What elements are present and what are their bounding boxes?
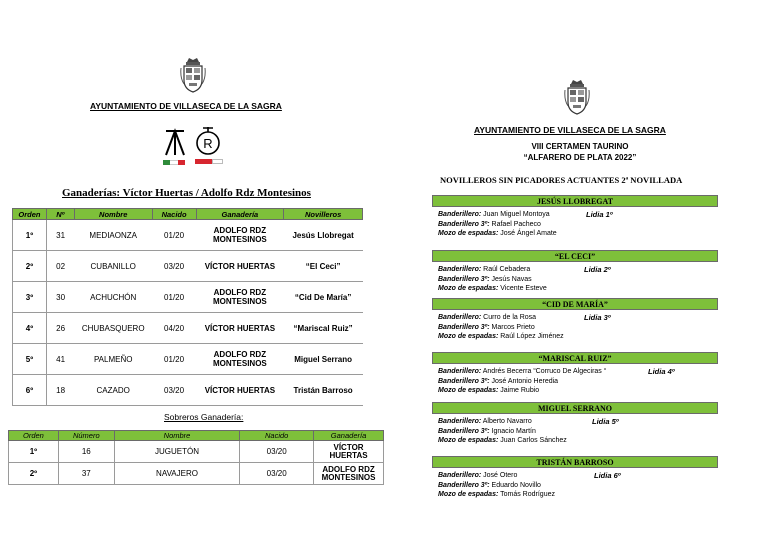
novillero-name-bar: “EL CECI” bbox=[432, 250, 718, 262]
sobreros-title: Sobreros Ganadería: bbox=[164, 412, 244, 422]
line-label: Banderillero: bbox=[438, 368, 482, 375]
line-value: José Otero bbox=[483, 472, 518, 479]
row-nacido: 03/20 bbox=[152, 251, 196, 282]
line-value: Vicente Esteve bbox=[500, 285, 547, 292]
sob-numero: 16 bbox=[58, 441, 114, 463]
row-numero: 41 bbox=[46, 344, 74, 375]
header-nacido: Nacido bbox=[152, 209, 196, 220]
brand-r-letter: R bbox=[203, 136, 213, 151]
row-nacido: 01/20 bbox=[152, 220, 196, 251]
lidia-table-header bbox=[13, 209, 363, 220]
table-row bbox=[13, 251, 363, 282]
line-value: Juan Carlos Sánchez bbox=[500, 437, 567, 444]
row-numero: 18 bbox=[46, 375, 74, 406]
banderillero3-line bbox=[438, 276, 532, 283]
header-ganaderia: Ganadería bbox=[196, 209, 284, 220]
table-row bbox=[13, 313, 363, 344]
ganaderia-brand-r-icon bbox=[193, 125, 223, 157]
table-row bbox=[13, 375, 363, 406]
row-novillero: “Cid De María” bbox=[284, 282, 363, 313]
line-label: Mozo de espadas: bbox=[438, 437, 499, 444]
banderillero-line bbox=[438, 472, 517, 479]
row-ganaderia: ADOLFO RDZ MONTESINOS bbox=[196, 282, 284, 313]
row-ganaderia: ADOLFO RDZ MONTESINOS bbox=[196, 344, 284, 375]
line-label: Banderillero 3º: bbox=[438, 377, 490, 385]
row-ganaderia: VÍCTOR HUERTAS bbox=[196, 251, 284, 282]
sob-nacido: 03/20 bbox=[240, 441, 314, 463]
row-orden: 6º bbox=[13, 375, 47, 406]
lidia-label: Lidia 3º bbox=[584, 313, 611, 322]
header-numero: Nº bbox=[46, 209, 74, 220]
line-value: José Antonio Heredia bbox=[491, 377, 559, 385]
banderillero-line bbox=[438, 211, 550, 218]
line-label: Banderillero 3º: bbox=[438, 275, 490, 283]
banderillero3-line bbox=[438, 324, 535, 331]
lidia-label: Lidia 6º bbox=[594, 471, 621, 480]
line-label: Banderillero: bbox=[438, 472, 482, 479]
mozo-line bbox=[438, 437, 567, 444]
row-orden: 2º bbox=[13, 251, 47, 282]
sob-numero: 37 bbox=[58, 463, 114, 485]
line-label: Mozo de espadas: bbox=[438, 387, 499, 394]
row-nacido: 01/20 bbox=[152, 282, 196, 313]
certamen-subtitle: “ALFARERO DE PLATA 2022” bbox=[523, 153, 637, 162]
table-row bbox=[9, 463, 384, 485]
line-value: Alberto Navarro bbox=[482, 418, 532, 425]
table-row bbox=[13, 220, 363, 251]
sobreros-table bbox=[8, 430, 384, 485]
row-ganaderia: ADOLFO RDZ MONTESINOS bbox=[196, 220, 284, 251]
line-value: Juan Miguel Montoya bbox=[483, 211, 550, 218]
row-orden: 4º bbox=[13, 313, 47, 344]
italy-flag-icon bbox=[163, 160, 185, 165]
row-nacido: 01/20 bbox=[152, 344, 196, 375]
row-nombre: CHUBASQUERO bbox=[74, 313, 152, 344]
row-ganaderia: VÍCTOR HUERTAS bbox=[196, 313, 284, 344]
lidia-label: Lidia 4º bbox=[648, 367, 675, 376]
table-row bbox=[13, 344, 363, 375]
banderillero3-line bbox=[438, 428, 536, 435]
table-row bbox=[9, 441, 384, 463]
line-label: Mozo de espadas: bbox=[438, 285, 499, 292]
line-value: Curro de la Rosa bbox=[483, 314, 537, 321]
header-novilleros: Novilleros bbox=[284, 209, 363, 220]
line-value: Eduardo Novillo bbox=[491, 481, 541, 489]
line-value: Andrés Becerra “Corruco De Algeciras “ bbox=[482, 368, 607, 375]
line-value: Rafael Pacheco bbox=[491, 220, 541, 228]
line-value: Raúl López Jiménez bbox=[500, 333, 564, 340]
sob-header-orden: Orden bbox=[9, 431, 59, 441]
line-label: Banderillero: bbox=[438, 266, 482, 273]
table-row bbox=[13, 282, 363, 313]
novillero-name-bar: “MARISCAL RUIZ” bbox=[432, 352, 718, 364]
header-nombre: Nombre bbox=[74, 209, 152, 220]
lidia-label: Lidia 2º bbox=[584, 265, 611, 274]
sob-header-nombre: Nombre bbox=[114, 431, 240, 441]
novilleros-heading: NOVILLEROS SIN PICADORES ACTUANTES 2ª NOVILLADA bbox=[440, 175, 683, 185]
ayuntamiento-title-left: AYUNTAMIENTO DE VILLASECA DE LA SAGRA bbox=[90, 101, 282, 111]
lidia-table bbox=[12, 208, 363, 406]
row-nombre: PALMEÑO bbox=[74, 344, 152, 375]
line-label: Mozo de espadas: bbox=[438, 491, 499, 498]
line-label: Banderillero: bbox=[438, 211, 482, 218]
row-orden: 1º bbox=[13, 220, 47, 251]
ganaderias-title: Ganaderías: Víctor Huertas / Adolfo Rdz Montesinos bbox=[62, 187, 311, 199]
line-value: José Ángel Amate bbox=[500, 230, 557, 237]
lidia-label: Lidia 1º bbox=[586, 210, 613, 219]
sob-ganaderia: VÍCTOR HUERTAS bbox=[314, 441, 384, 463]
line-label: Banderillero: bbox=[438, 418, 482, 425]
row-nombre: ACHUCHÓN bbox=[74, 282, 152, 313]
row-nombre: CAZADO bbox=[74, 375, 152, 406]
line-value: Jaime Rubio bbox=[500, 387, 540, 394]
certamen-title: VIII CERTAMEN TAURINO bbox=[531, 142, 629, 151]
banderillero-line bbox=[438, 418, 532, 425]
row-numero: 31 bbox=[46, 220, 74, 251]
banderillero3-line bbox=[438, 378, 558, 385]
sob-header-numero: Número bbox=[58, 431, 114, 441]
line-value: Tomás Rodríguez bbox=[500, 491, 555, 498]
mozo-line bbox=[438, 230, 557, 237]
sob-orden: 2º bbox=[9, 463, 59, 485]
novillero-name-bar: “CID DE MARÍA” bbox=[432, 298, 718, 310]
row-nacido: 03/20 bbox=[152, 375, 196, 406]
banderillero-line bbox=[438, 314, 536, 321]
banderillero3-line bbox=[438, 221, 541, 228]
banderillero3-line bbox=[438, 482, 541, 489]
line-label: Banderillero 3º: bbox=[438, 427, 490, 435]
red-white-flag-icon bbox=[195, 159, 223, 164]
row-nombre: MEDIAONZA bbox=[74, 220, 152, 251]
sobreros-table-header bbox=[9, 431, 384, 441]
row-nacido: 04/20 bbox=[152, 313, 196, 344]
sob-orden: 1º bbox=[9, 441, 59, 463]
line-label: Mozo de espadas: bbox=[438, 333, 499, 340]
row-numero: 02 bbox=[46, 251, 74, 282]
sob-header-ganaderia: Ganadería bbox=[314, 431, 384, 441]
novillero-name-bar: JESÚS LLOBREGAT bbox=[432, 195, 718, 207]
row-orden: 3º bbox=[13, 282, 47, 313]
banderillero-line bbox=[438, 266, 530, 273]
line-value: Ignacio Martín bbox=[491, 427, 536, 435]
row-novillero: Tristán Barroso bbox=[284, 375, 363, 406]
sob-ganaderia: ADOLFO RDZ MONTESINOS bbox=[314, 463, 384, 485]
sob-nombre: JUGUETÓN bbox=[114, 441, 240, 463]
line-value: Raúl Cebadera bbox=[483, 266, 531, 273]
line-label: Banderillero 3º: bbox=[438, 323, 490, 331]
row-nombre: CUBANILLO bbox=[74, 251, 152, 282]
coat-of-arms-icon bbox=[564, 78, 590, 116]
header-orden: Orden bbox=[13, 209, 47, 220]
row-orden: 5º bbox=[13, 344, 47, 375]
ayuntamiento-title-right: AYUNTAMIENTO DE VILLASECA DE LA SAGRA bbox=[474, 125, 666, 135]
mozo-line bbox=[438, 387, 539, 394]
line-label: Banderillero 3º: bbox=[438, 220, 490, 228]
row-ganaderia: VÍCTOR HUERTAS bbox=[196, 375, 284, 406]
mozo-line bbox=[438, 285, 547, 292]
line-label: Banderillero: bbox=[438, 314, 482, 321]
mozo-line bbox=[438, 333, 564, 340]
line-label: Banderillero 3º: bbox=[438, 481, 490, 489]
line-value: Marcos Prieto bbox=[491, 323, 535, 331]
banderillero-line bbox=[438, 368, 606, 375]
row-novillero: “Mariscal Ruiz” bbox=[284, 313, 363, 344]
sob-nacido: 03/20 bbox=[240, 463, 314, 485]
ganaderia-brand-a-icon bbox=[164, 127, 186, 157]
line-value: Jesús Navas bbox=[491, 275, 532, 283]
novillero-name-bar: MIGUEL SERRANO bbox=[432, 402, 718, 414]
sob-nombre: NAVAJERO bbox=[114, 463, 240, 485]
mozo-line bbox=[438, 491, 555, 498]
row-novillero: Miguel Serrano bbox=[284, 344, 363, 375]
sob-header-nacido: Nacido bbox=[240, 431, 314, 441]
line-label: Mozo de espadas: bbox=[438, 230, 499, 237]
row-novillero: “El Ceci” bbox=[284, 251, 363, 282]
row-numero: 30 bbox=[46, 282, 74, 313]
coat-of-arms-icon bbox=[180, 56, 206, 94]
row-numero: 26 bbox=[46, 313, 74, 344]
novillero-name-bar: TRISTÁN BARROSO bbox=[432, 456, 718, 468]
lidia-label: Lidia 5º bbox=[592, 417, 619, 426]
row-novillero: Jesús Llobregat bbox=[284, 220, 363, 251]
